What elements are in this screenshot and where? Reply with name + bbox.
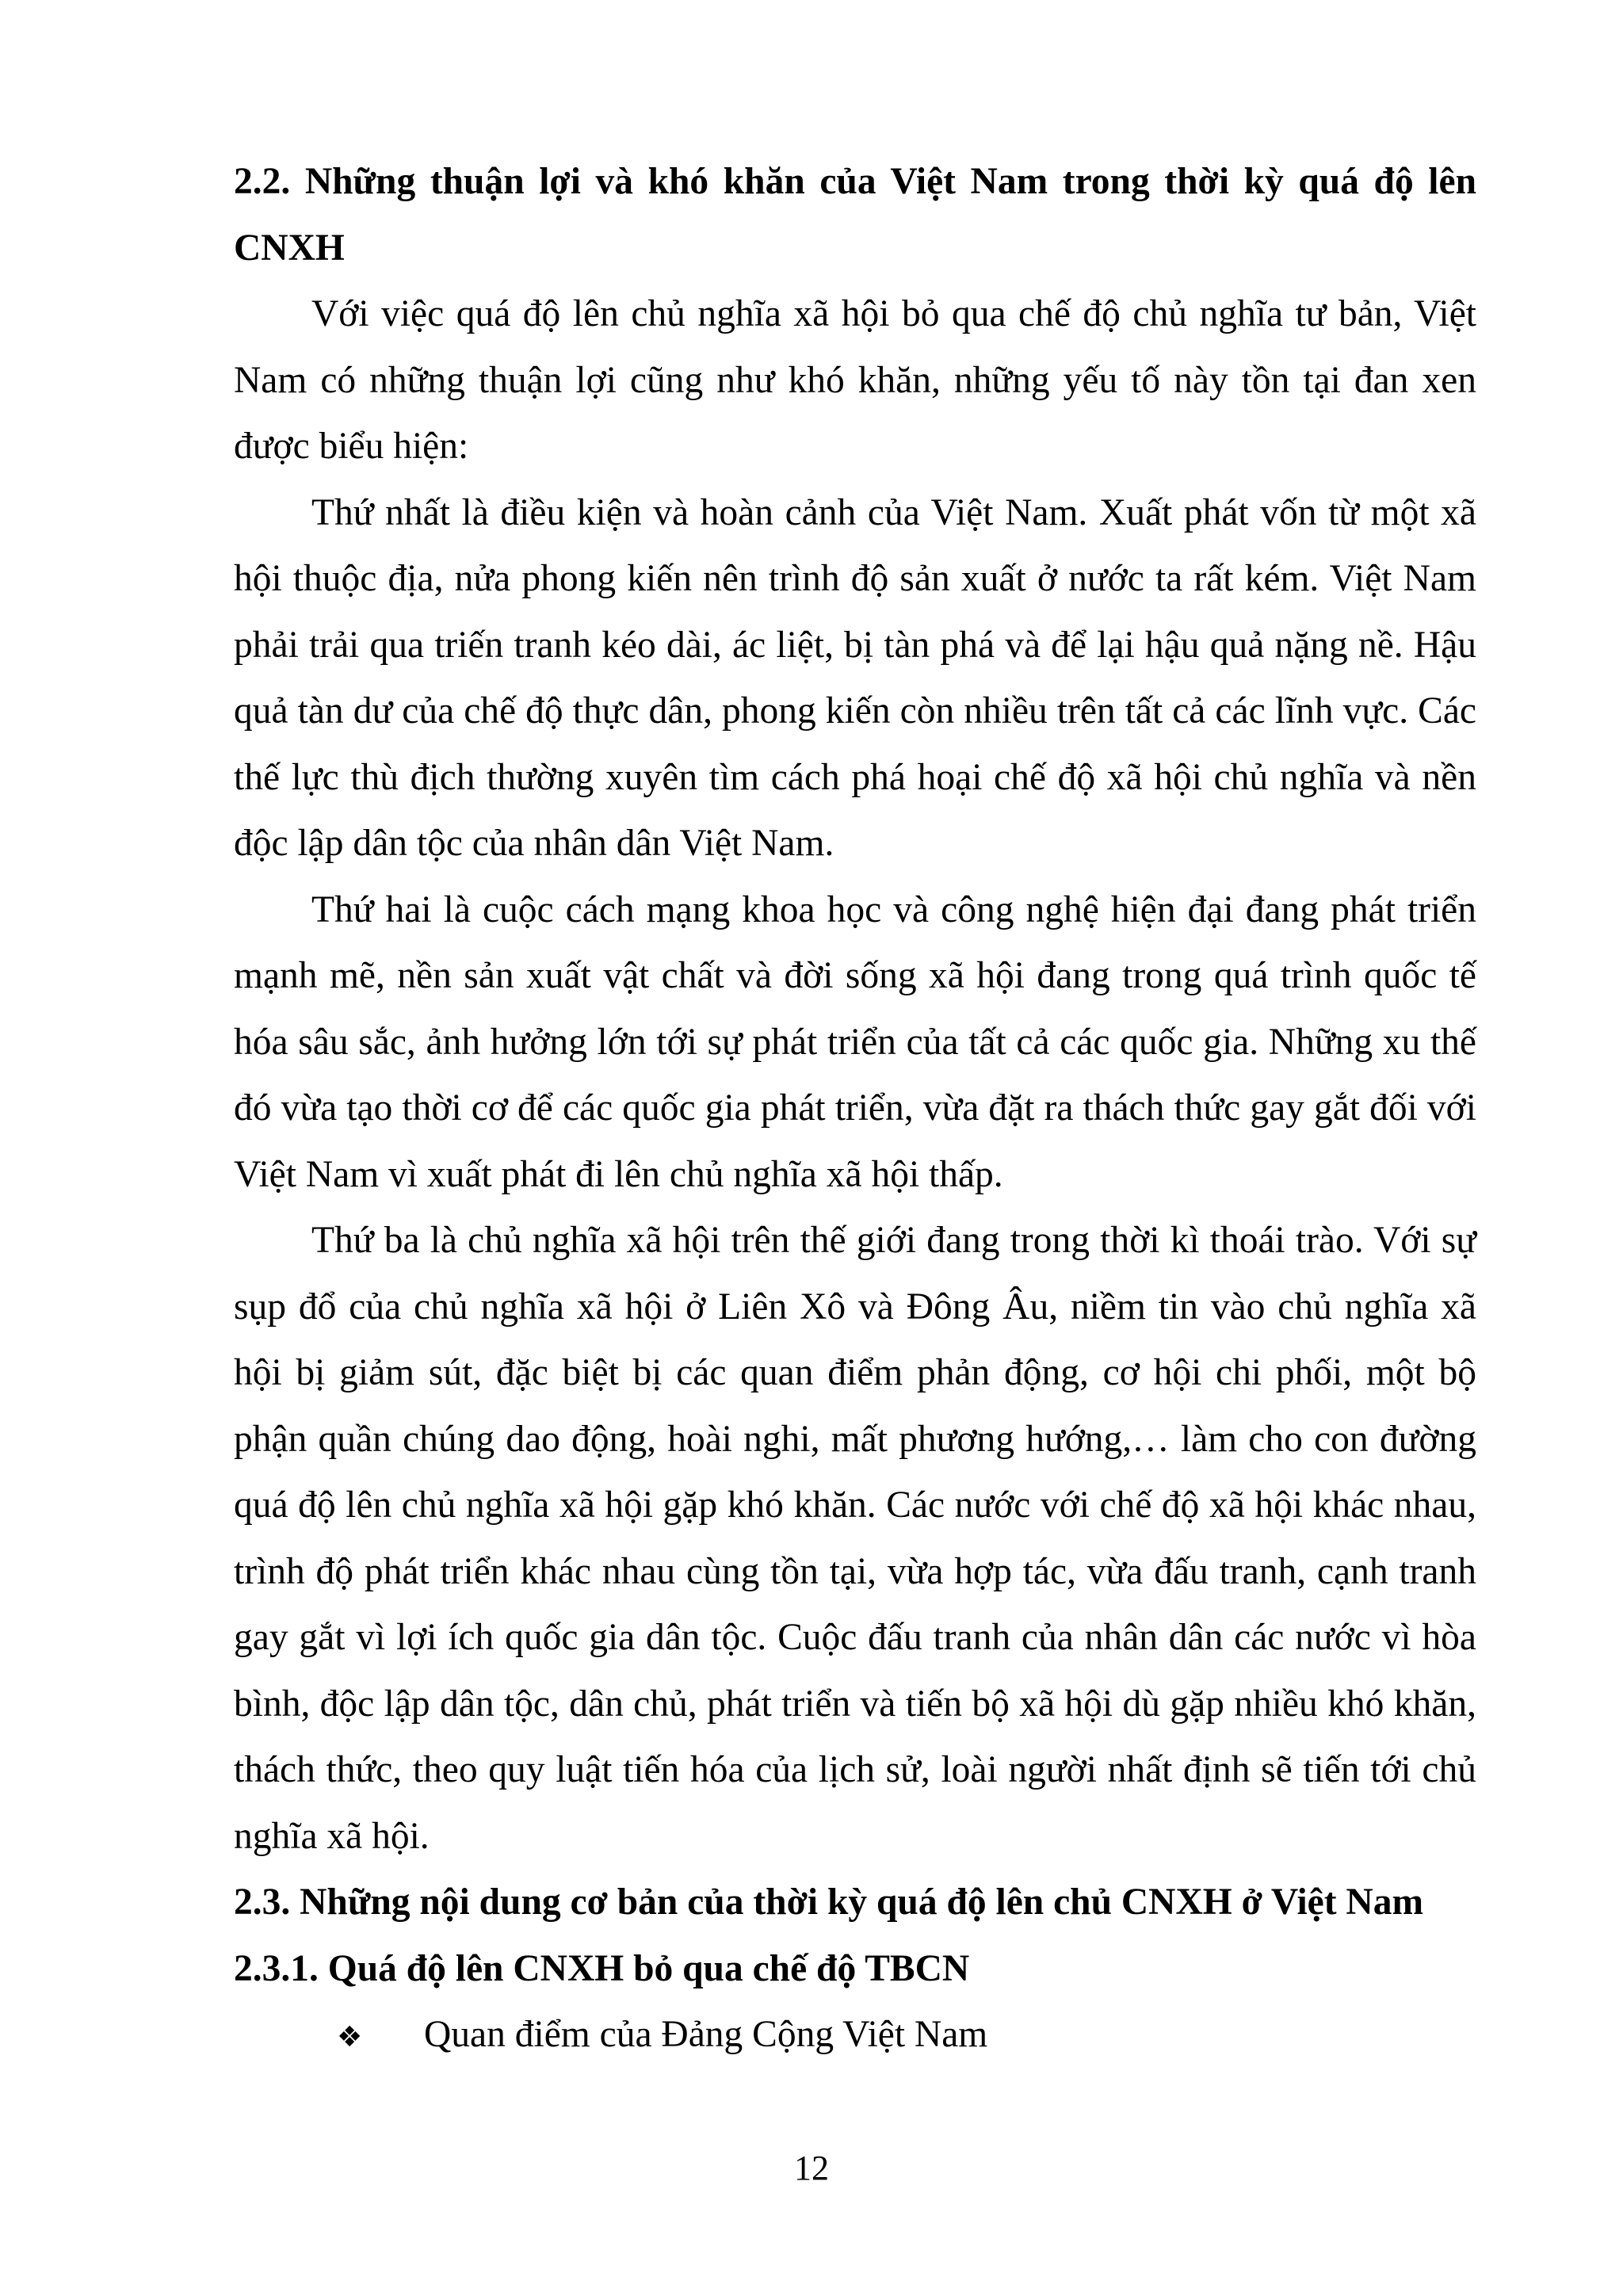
third-point-paragraph: Thứ ba là chủ nghĩa xã hội trên thế giới đang trong thời kì thoái trào. Với sự sụp đổ của chủ nghĩa xã hội ở Liên Xô và Đông Âu, niềm tin vào chủ nghĩa xã hội bị giảm sút, đặc biệt bị các quan điểm phản động, cơ hội chi phối, một bộ phận quần chúng dao động, hoài nghi, mất phương hướng,… làm cho con đường quá độ lên chủ nghĩa xã hội gặp khó khăn. Các nước với chế độ xã hội khác nhau, trình độ phát triển khác nhau cùng tồn tại, vừa hợp tác, vừa đấu tranh, cạnh tranh gay gắt vì lợi ích quốc gia dân tộc. Cuộc đấu tranh của nhân dân các nước vì hòa bình, độc lập dân tộc, dân chủ, phát triển và tiến bộ xã hội dù gặp nhiều khó khăn, thách thức, theo quy luật tiến hóa của lịch sử, loài người nhất định sẽ tiến tới chủ nghĩa xã hội. (234, 1220, 1476, 1857)
section-2-2-heading: 2.2. Những thuận lợi và khó khăn của Việt Nam trong thời kỳ quá độ lên CNXH (234, 161, 1476, 269)
bullet-item (234, 2002, 1476, 2071)
section-2-3-1-heading: 2.3.1. Quá độ lên CNXH bỏ qua chế độ TBCN (234, 1947, 970, 1989)
bullet-item-text: Quan điểm của Đảng Cộng Việt Nam (424, 2014, 988, 2055)
first-point-paragraph: Thứ nhất là điều kiện và hoàn cảnh của Việt Nam. Xuất phát vốn từ một xã hội thuộc địa, nửa phong kiến nên trình độ sản xuất ở nước ta rất kém. Việt Nam phải trải qua triến tranh kéo dài, ác liệt, bị tàn phá và để lại hậu quả nặng nề. Hậu quả tàn dư của chế độ thực dân, phong kiến còn nhiều trên tất cả các lĩnh vực. Các thế lực thù địch thường xuyên tìm cách phá hoại chế độ xã hội chủ nghĩa và nền độc lập dân tộc của nhân dân Việt Nam. (234, 491, 1476, 864)
page-body (234, 149, 1476, 2071)
page-number: 12 (794, 2149, 829, 2187)
section-2-3-heading: 2.3. Những nội dung cơ bản của thời kỳ quá độ lên chủ CNXH ở Việt Nam (234, 1881, 1424, 1923)
intro-paragraph: Với việc quá độ lên chủ nghĩa xã hội bỏ qua chế độ chủ nghĩa tư bản, Việt Nam có những thuận lợi cũng như khó khăn, những yếu tố này tồn tại đan xen được biểu hiện: (234, 293, 1476, 467)
second-point-paragraph: Thứ hai là cuộc cách mạng khoa học và công nghệ hiện đại đang phát triển mạnh mẽ, nền sản xuất vật chất và đời sống xã hội đang trong quá trình quốc tế hóa sâu sắc, ảnh hưởng lớn tới sự phát triển của tất cả các quốc gia. Những xu thế đó vừa tạo thời cơ để các quốc gia phát triển, vừa đặt ra thách thức gay gắt đối với Việt Nam vì xuất phát đi lên chủ nghĩa xã hội thấp. (234, 888, 1476, 1195)
four-diamond-bullet-icon: ❖ (337, 2021, 363, 2053)
